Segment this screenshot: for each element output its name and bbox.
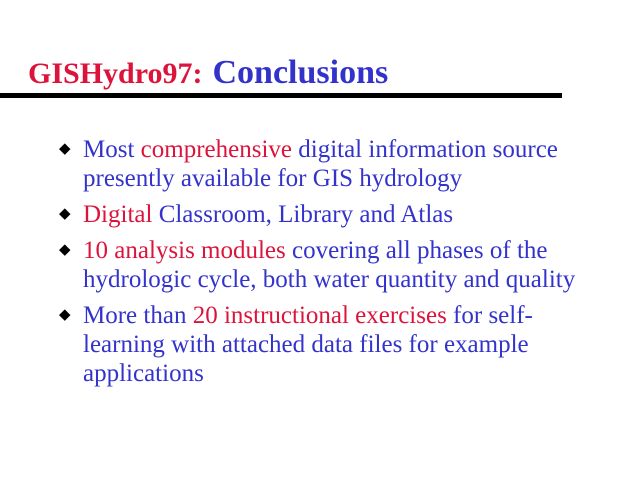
text-segment: Digital — [83, 201, 153, 228]
text-segment: 20 instructional exercises — [192, 302, 447, 329]
bullet-text — [83, 201, 453, 228]
diamond-bullet-icon: ◆ — [59, 240, 71, 258]
text-segment: for self-learning with attached data files for example applications — [83, 302, 533, 387]
bullet-list — [58, 135, 583, 395]
bullet-item — [58, 135, 583, 193]
bullet-item — [58, 301, 583, 388]
text-segment: comprehensive — [140, 136, 292, 163]
diamond-bullet-icon: ◆ — [59, 139, 71, 157]
text-segment: Classroom, Library and Atlas — [152, 201, 454, 228]
title-main: Conclusions — [212, 54, 389, 91]
text-segment: digital information source presently available for GIS hydrology — [83, 136, 558, 192]
bullet-text — [83, 237, 575, 293]
text-segment: 10 analysis modules — [83, 237, 286, 264]
page-title — [28, 56, 388, 96]
bullet-text — [83, 136, 558, 192]
diamond-bullet-icon: ◆ — [59, 305, 71, 323]
title-prefix: GISHydro97: — [28, 57, 203, 90]
text-segment: covering all phases of the hydrologic cycle, both water quantity and quality — [83, 237, 576, 293]
bullet-item — [58, 200, 583, 229]
text-segment: More than — [83, 302, 193, 329]
title-divider-rule — [0, 93, 562, 98]
text-segment: Most — [83, 136, 141, 163]
bullet-item — [58, 236, 583, 294]
bullet-text — [83, 302, 533, 387]
diamond-bullet-icon: ◆ — [59, 204, 71, 222]
